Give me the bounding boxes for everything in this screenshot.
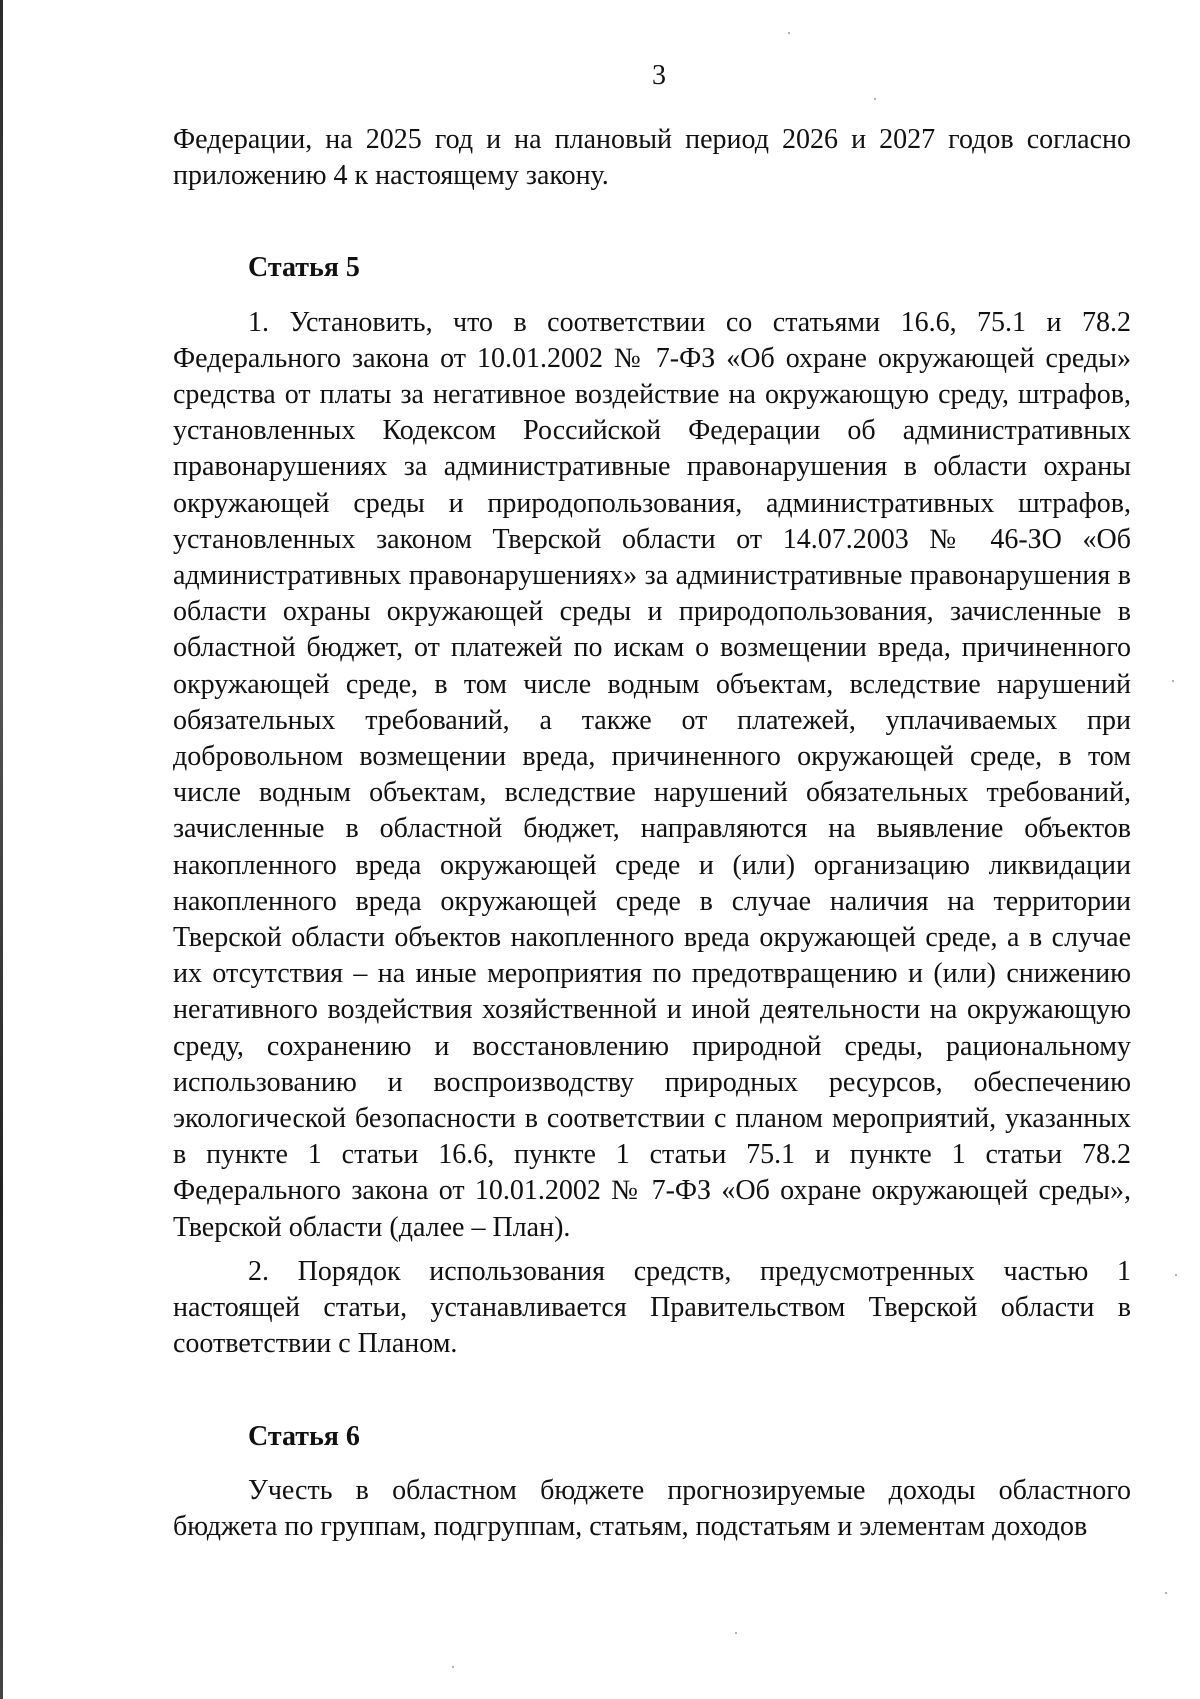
- scan-speck: [874, 98, 876, 100]
- scan-speck: [735, 1632, 737, 1634]
- scan-speck: [788, 32, 790, 34]
- article-6-paragraph-1: Учесть в областном бюджете прогнозируемые доходы областного бюджета по группам, подгруппам, статьям, подстатьям и элементам доходов: [173, 1474, 1131, 1542]
- article-5-heading: Статья 5: [248, 252, 360, 284]
- scan-speck: [1175, 1274, 1177, 1276]
- scan-speck: [1172, 680, 1174, 682]
- article-5-paragraph-1: 1. Установить, что в соответствии со статьями 16.6, 75.1 и 78.2 Федерального закона от 10.01.2002 № 7-ФЗ «Об охране окружающей среды» средства от платы за негативное воздействие на окружающую среду, штрафов, установленных Кодексом Российской Федерации об административных правонарушениях за административные правонарушения в области охраны окружающей среды и природопользования, административных штрафов, установленных законом Тверской области от 14.07.2003 № 46-ЗО «Об административных правонарушениях» за административные правонарушения в области охраны окружающей среды и природопользования, зачисленные в областной бюджет, от платежей по искам о возмещении вреда, причиненного окружающей среде, в том числе водным объектам, вследствие нарушений обязательных требований, а также от платежей, уплачиваемых при добровольном возмещении вреда, причиненного окружающей среде, в том числе водным объектам, вследствие нарушений обязательных требований, зачисленные в областной бюджет, направляются на выявление объектов накопленного вреда окружающей среде и (или) организацию ликвидации накопленного вреда окружающей среде в случае наличия на территории Тверской области объектов накопленного вреда окружающей среде, а в случае их отсутствия – на иные мероприятия по предотвращению и (или) снижению негативного воздействия хозяйственной и иной деятельности на окружающую среду, сохранению и восстановлению природной среды, рациональному использованию и воспроизводству природных ресурсов, обеспечению экологической безопасности в соответствии с планом мероприятий, указанных в пункте 1 статьи 16.6, пункте 1 статьи 75.1 и пункте 1 статьи 78.2 Федерального закона от 10.01.2002 № 7-ФЗ «Об охране окружающей среды», Тверской области (далее – План).: [173, 306, 1131, 1243]
- article-5-paragraph-2: 2. Порядок использования средств, предусмотренных частью 1 настоящей статьи, устанавливается Правительством Тверской области в соответствии с Планом.: [173, 1255, 1131, 1360]
- scan-speck: [452, 1666, 454, 1668]
- page-number: 3: [652, 60, 666, 91]
- intro-paragraph: Федерации, на 2025 год и на плановый период 2026 и 2027 годов согласно приложению 4 к настоящему закону.: [173, 124, 1131, 192]
- scan-speck: [1165, 1592, 1167, 1594]
- document-body: [173, 122, 1131, 1545]
- scan-edge-shadow: [0, 0, 3, 1699]
- article-6-heading: Статья 6: [248, 1420, 360, 1452]
